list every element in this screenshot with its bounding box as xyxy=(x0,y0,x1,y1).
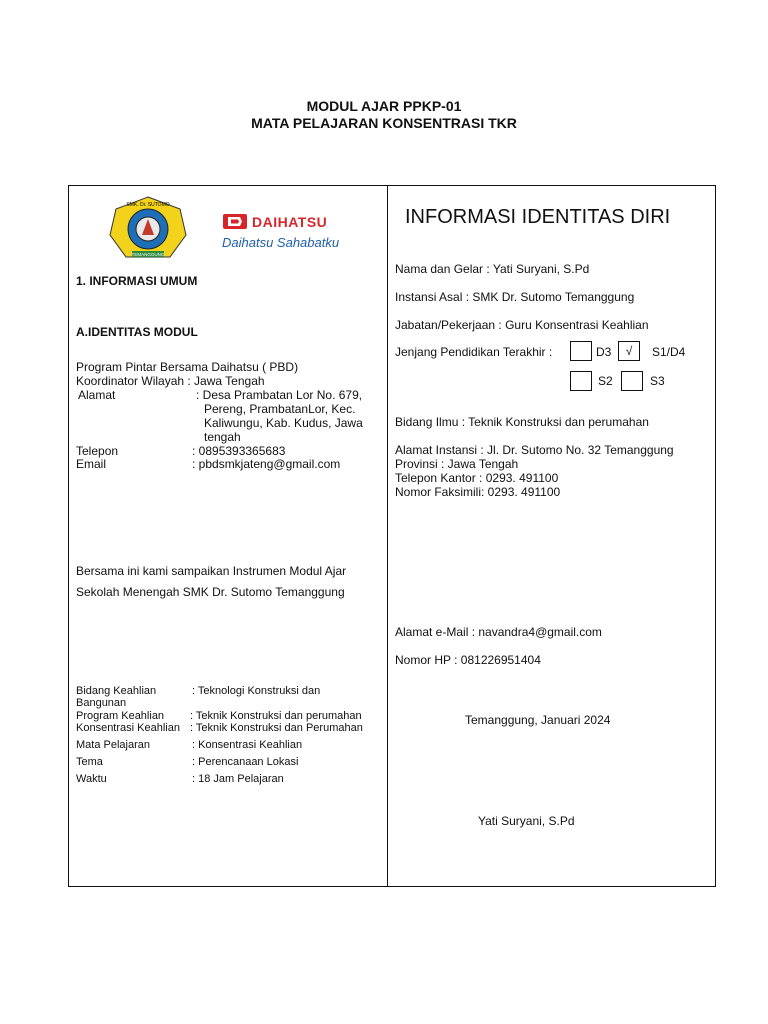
alamat-instansi: Alamat Instansi : Jl. Dr. Sutomo No. 32 Temanggung xyxy=(395,443,674,457)
label-d3: D3 xyxy=(596,345,612,359)
email-label: Email xyxy=(76,457,107,471)
alamat-label: Alamat xyxy=(78,388,116,402)
detail-value: : Teknik Konstruksi dan perumahan xyxy=(190,710,362,722)
detail-label: Bangunan xyxy=(76,697,127,709)
module-title: MODUL AJAR PPKP-01 xyxy=(306,98,462,114)
telepon-kantor: Telepon Kantor : 0293. 491100 xyxy=(395,471,559,485)
instansi-asal: Instansi Asal : SMK Dr. Sutomo Temanggung xyxy=(395,290,635,304)
program-text: Program Pintar Bersama Daihatsu ( PBD) xyxy=(76,360,299,374)
jabatan: Jabatan/Pekerjaan : Guru Konsentrasi Keahlian xyxy=(395,318,649,332)
checkbox-s3[interactable] xyxy=(621,371,643,391)
daihatsu-logo-icon xyxy=(222,213,248,230)
checkbox-d3[interactable] xyxy=(570,341,592,361)
provinsi: Provinsi : Jawa Tengah xyxy=(395,457,519,471)
brand-tagline: Daihatsu Sahabatku xyxy=(222,235,340,250)
telepon-label: Telepon xyxy=(76,444,119,458)
detail-label: Konsentrasi Keahlian xyxy=(76,722,180,734)
detail-label: Bidang Keahlian xyxy=(76,685,157,697)
school-logo xyxy=(108,195,188,261)
detail-value: : 18 Jam Pelajaran xyxy=(192,773,284,785)
detail-label: Mata Pelajaran xyxy=(76,739,150,751)
jenjang-label: Jenjang Pendidikan Terakhir : xyxy=(395,345,553,359)
email-value: : pbdsmkjateng@gmail.com xyxy=(192,457,341,471)
column-divider xyxy=(387,185,388,887)
section-informasi-umum: 1. INFORMASI UMUM xyxy=(76,274,198,288)
bidang-ilmu: Bidang Ilmu : Teknik Konstruksi dan perumahan xyxy=(395,415,649,429)
detail-label: Waktu xyxy=(76,773,107,785)
alamat-line: Kaliwungu, Kab. Kudus, Jawa xyxy=(204,416,363,430)
place-date: Temanggung, Januari 2024 xyxy=(465,713,611,727)
module-subtitle: MATA PELAJARAN KONSENTRASI TKR xyxy=(251,115,517,131)
detail-value: : Teknologi Konstruksi dan xyxy=(192,685,321,697)
checkbox-s2[interactable] xyxy=(570,371,592,391)
alamat-email: Alamat e-Mail : navandra4@gmail.com xyxy=(395,625,602,639)
label-s3: S3 xyxy=(650,374,665,388)
label-s1d4: S1/D4 xyxy=(652,345,686,359)
alamat-line: tengah xyxy=(204,430,241,444)
school-logo-top-text: SMK. Dr. SUTOMO xyxy=(126,202,170,208)
nama-gelar: Nama dan Gelar : Yati Suryani, S.Pd xyxy=(395,262,590,276)
alamat-line: : Desa Prambatan Lor No. 679, xyxy=(196,388,363,402)
signature-name: Yati Suryani, S.Pd xyxy=(478,814,575,828)
nomor-hp: Nomor HP : 081226951404 xyxy=(395,653,541,667)
section-identitas-modul: A.IDENTITAS MODUL xyxy=(76,325,198,339)
alamat-line: Pereng, PrambatanLor, Kec. xyxy=(204,402,356,416)
koordinator-text: Koordinator Wilayah : Jawa Tengah xyxy=(76,374,265,388)
intro-line: Bersama ini kami sampaikan Instrumen Modul Ajar xyxy=(76,564,347,578)
detail-value: : Perencanaan Lokasi xyxy=(192,756,299,768)
detail-value: : Konsentrasi Keahlian xyxy=(192,739,303,751)
detail-label: Tema xyxy=(76,756,103,768)
school-logo-bottom-text: TEMANGGUNG xyxy=(131,252,165,257)
intro-line: Sekolah Menengah SMK Dr. Sutomo Temanggung xyxy=(76,585,345,599)
brand-name: DAIHATSU xyxy=(252,214,328,230)
checkbox-s1d4[interactable]: √ xyxy=(618,341,640,361)
detail-label: Program Keahlian xyxy=(76,710,165,722)
label-s2: S2 xyxy=(598,374,613,388)
identity-heading: INFORMASI IDENTITAS DIRI xyxy=(405,206,671,228)
telepon-value: : 0895393365683 xyxy=(192,444,286,458)
nomor-faksimili: Nomor Faksimili: 0293. 491100 xyxy=(395,485,561,499)
detail-value: : Teknik Konstruksi dan Perumahan xyxy=(190,722,363,734)
